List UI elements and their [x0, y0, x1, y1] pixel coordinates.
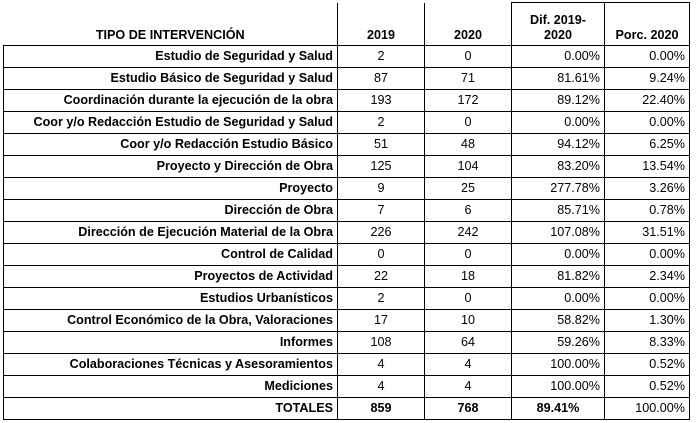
row-2019: 2: [338, 288, 425, 310]
row-2019: 4: [338, 354, 425, 376]
row-dif: 58.82%: [512, 310, 605, 332]
table-row: [4, 90, 690, 112]
row-2020: 18: [425, 266, 512, 288]
totals-dif: 89.41%: [512, 398, 605, 420]
header-2020: 2020: [425, 3, 512, 46]
row-label: Proyectos de Actividad: [4, 266, 338, 288]
row-dif: 107.08%: [512, 222, 605, 244]
row-2020: 4: [425, 354, 512, 376]
row-dif: 81.82%: [512, 266, 605, 288]
row-2019: 9: [338, 178, 425, 200]
row-dif: 59.26%: [512, 332, 605, 354]
table-row: [4, 156, 690, 178]
row-2019: 17: [338, 310, 425, 332]
row-porc: 13.54%: [605, 156, 690, 178]
row-label: Estudio de Seguridad y Salud: [4, 46, 338, 68]
row-2020: 0: [425, 288, 512, 310]
row-porc: 3.26%: [605, 178, 690, 200]
row-label: Informes: [4, 332, 338, 354]
row-2019: 4: [338, 376, 425, 398]
row-porc: 0.00%: [605, 112, 690, 134]
row-2020: 0: [425, 112, 512, 134]
header-row: [4, 3, 690, 46]
table-row: [4, 244, 690, 266]
row-porc: 0.52%: [605, 354, 690, 376]
table-row: [4, 332, 690, 354]
row-dif: 89.12%: [512, 90, 605, 112]
row-2019: 2: [338, 46, 425, 68]
table-row: [4, 68, 690, 90]
row-2019: 226: [338, 222, 425, 244]
row-label: Coor y/o Redacción Estudio de Seguridad y Salud: [4, 112, 338, 134]
row-porc: 0.52%: [605, 376, 690, 398]
row-dif: 0.00%: [512, 244, 605, 266]
totals-2019: 859: [338, 398, 425, 420]
row-2020: 104: [425, 156, 512, 178]
row-porc: 22.40%: [605, 90, 690, 112]
table-row: [4, 310, 690, 332]
row-2020: 172: [425, 90, 512, 112]
row-2020: 71: [425, 68, 512, 90]
table-row: [4, 46, 690, 68]
totals-label: TOTALES: [4, 398, 338, 420]
row-porc: 0.78%: [605, 200, 690, 222]
table-row: [4, 222, 690, 244]
row-2019: 22: [338, 266, 425, 288]
row-label: Colaboraciones Técnicas y Asesoramientos: [4, 354, 338, 376]
row-dif: 0.00%: [512, 46, 605, 68]
table-row: [4, 200, 690, 222]
row-2020: 0: [425, 244, 512, 266]
row-label: Dirección de Obra: [4, 200, 338, 222]
row-dif: 100.00%: [512, 376, 605, 398]
totals-row: [4, 398, 690, 420]
header-porc: Porc. 2020: [605, 3, 690, 46]
row-dif: 81.61%: [512, 68, 605, 90]
table-row: [4, 134, 690, 156]
row-2020: 6: [425, 200, 512, 222]
row-porc: 0.00%: [605, 244, 690, 266]
table-row: [4, 354, 690, 376]
row-2019: 87: [338, 68, 425, 90]
row-dif: 0.00%: [512, 288, 605, 310]
row-2020: 64: [425, 332, 512, 354]
row-label: Mediciones: [4, 376, 338, 398]
intervention-table: [3, 2, 690, 420]
row-porc: 9.24%: [605, 68, 690, 90]
row-2020: 4: [425, 376, 512, 398]
row-porc: 6.25%: [605, 134, 690, 156]
row-dif: 277.78%: [512, 178, 605, 200]
row-2020: 0: [425, 46, 512, 68]
row-2019: 7: [338, 200, 425, 222]
row-label: Proyecto y Dirección de Obra: [4, 156, 338, 178]
row-2020: 10: [425, 310, 512, 332]
row-2019: 2: [338, 112, 425, 134]
header-dif: [512, 3, 605, 46]
totals-2020: 768: [425, 398, 512, 420]
row-porc: 0.00%: [605, 288, 690, 310]
header-dif-line1: Dif. 2019-: [530, 13, 586, 27]
row-2019: 0: [338, 244, 425, 266]
totals-porc: 100.00%: [605, 398, 690, 420]
row-2019: 125: [338, 156, 425, 178]
header-2019: 2019: [338, 3, 425, 46]
row-label: Dirección de Ejecución Material de la Obra: [4, 222, 338, 244]
row-2019: 108: [338, 332, 425, 354]
row-porc: 31.51%: [605, 222, 690, 244]
row-dif: 85.71%: [512, 200, 605, 222]
row-2020: 48: [425, 134, 512, 156]
row-2019: 193: [338, 90, 425, 112]
row-label: Control de Calidad: [4, 244, 338, 266]
row-label: Coordinación durante la ejecución de la obra: [4, 90, 338, 112]
row-porc: 2.34%: [605, 266, 690, 288]
table-row: [4, 376, 690, 398]
row-label: Control Económico de la Obra, Valoraciones: [4, 310, 338, 332]
table-row: [4, 266, 690, 288]
row-dif: 0.00%: [512, 112, 605, 134]
row-label: Estudios Urbanísticos: [4, 288, 338, 310]
header-dif-line2: 2020: [543, 28, 573, 42]
table-row: [4, 178, 690, 200]
header-tipo: TIPO DE INTERVENCIÓN: [4, 3, 338, 46]
row-2020: 25: [425, 178, 512, 200]
row-label: Proyecto: [4, 178, 338, 200]
row-dif: 83.20%: [512, 156, 605, 178]
row-porc: 0.00%: [605, 46, 690, 68]
row-porc: 1.30%: [605, 310, 690, 332]
row-label: Coor y/o Redacción Estudio Básico: [4, 134, 338, 156]
table-row: [4, 288, 690, 310]
row-2019: 51: [338, 134, 425, 156]
intervention-table-container: [3, 2, 690, 420]
row-2020: 242: [425, 222, 512, 244]
table-row: [4, 112, 690, 134]
row-dif: 100.00%: [512, 354, 605, 376]
row-porc: 8.33%: [605, 332, 690, 354]
row-label: Estudio Básico de Seguridad y Salud: [4, 68, 338, 90]
row-dif: 94.12%: [512, 134, 605, 156]
